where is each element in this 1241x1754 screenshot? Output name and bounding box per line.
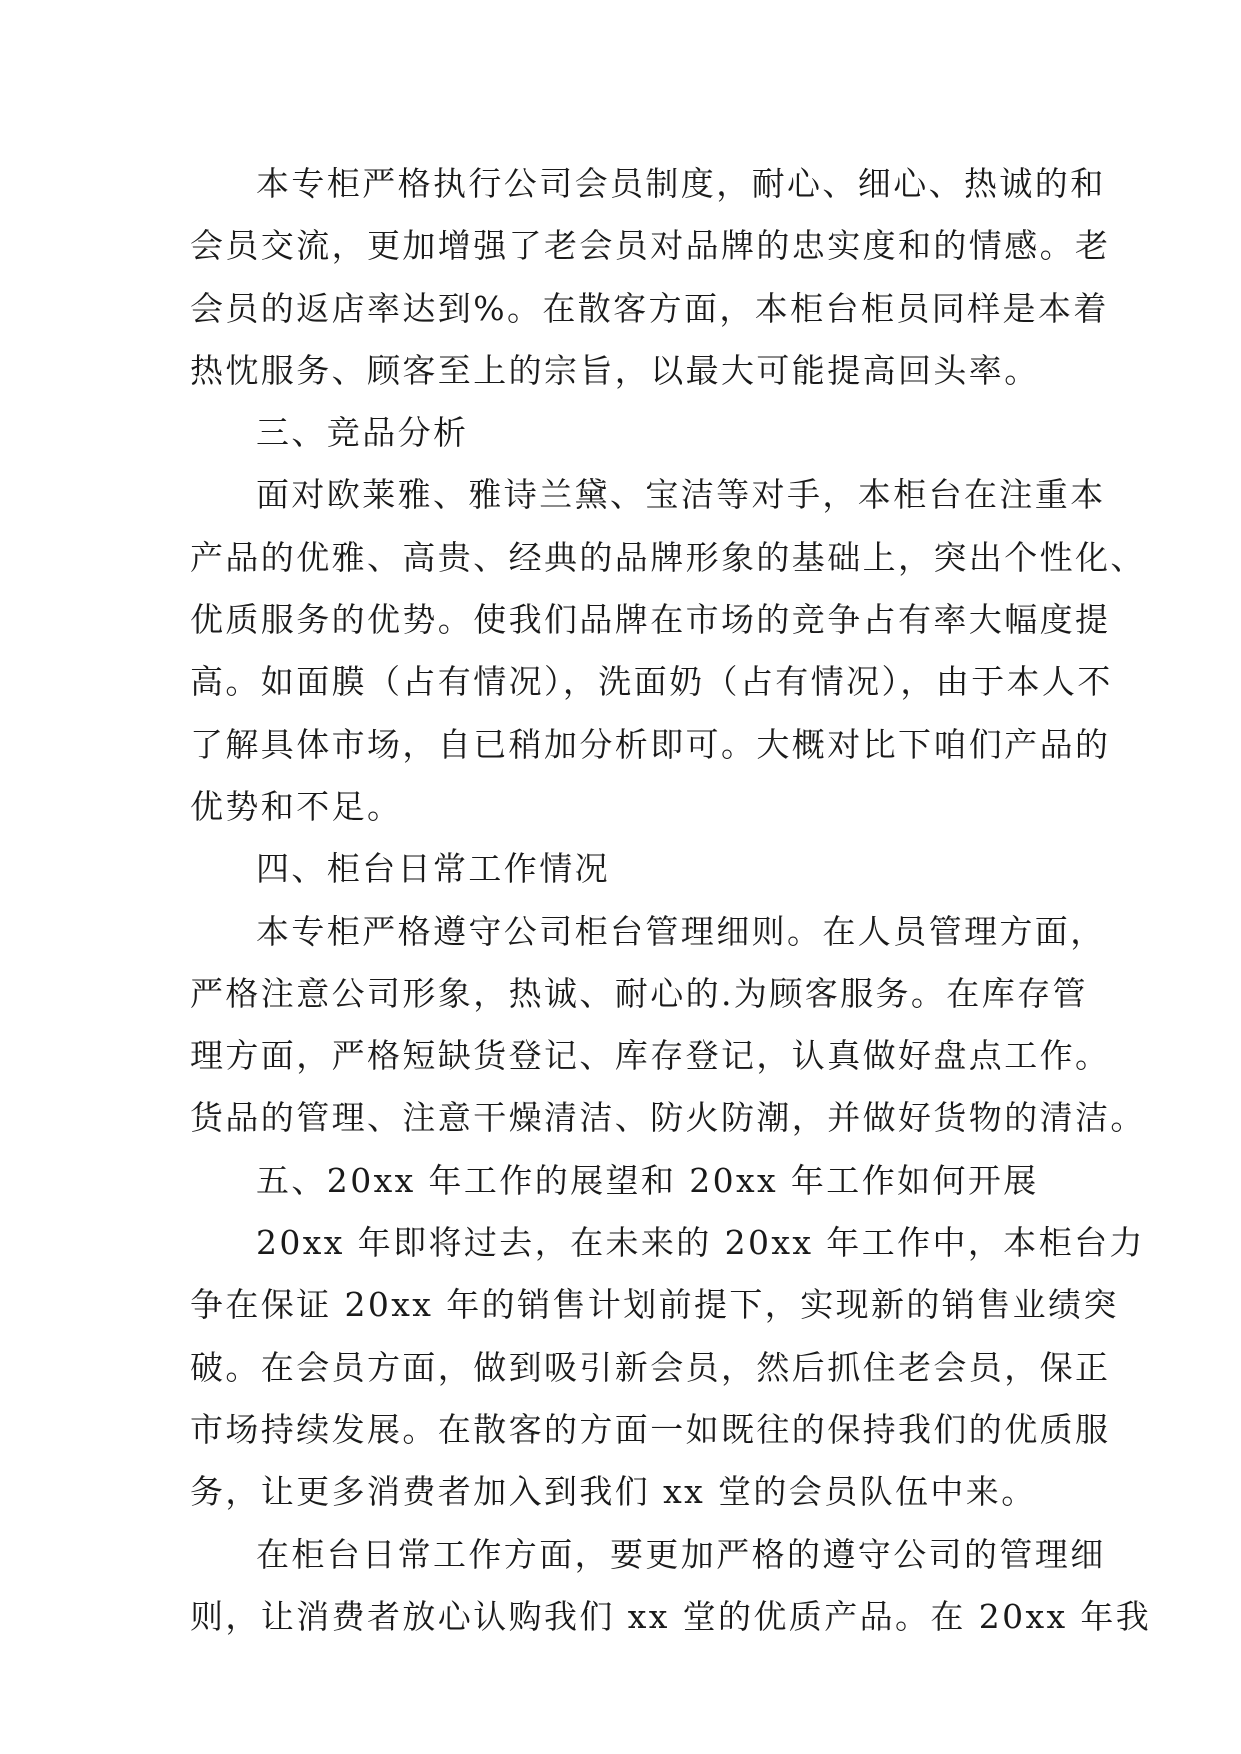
paragraph-line: 市场持续发展。在散客的方面一如既往的保持我们的优质服 <box>190 1409 1111 1449</box>
document-body <box>190 153 1152 1648</box>
paragraph-line: 本专柜严格遵守公司柜台管理细则。在人员管理方面， <box>256 911 1106 951</box>
paragraph-line: 争在保证 20xx 年的销售计划前提下，实现新的销售业绩突 <box>190 1285 1119 1325</box>
paragraph-line: 产品的优雅、高贵、经典的品牌形象的基础上，突出个性化、 <box>190 537 1146 577</box>
paragraph-line: 则，让消费者放心认购我们 xx 堂的优质产品。在 20xx 年我 <box>190 1596 1152 1636</box>
paragraph-line: 破。在会员方面，做到吸引新会员，然后抓住老会员，保正 <box>190 1347 1111 1387</box>
section-heading: 五、20xx 年工作的展望和 20xx 年工作如何开展 <box>256 1160 1039 1200</box>
paragraph-line: 20xx 年即将过去，在未来的 20xx 年工作中，本柜台力 <box>256 1223 1145 1263</box>
paragraph-line: 务，让更多消费者加入到我们 xx 堂的会员队伍中来。 <box>190 1472 1037 1512</box>
section-heading: 三、竞品分析 <box>256 413 469 453</box>
paragraph-line: 了解具体市场，自已稍加分析即可。大概对比下咱们产品的 <box>190 724 1111 764</box>
paragraph-line: 会员的返店率达到%。在散客方面，本柜台柜员同样是本着 <box>190 288 1109 328</box>
paragraph-line: 面对欧莱雅、雅诗兰黛、宝洁等对手，本柜台在注重本 <box>256 475 1106 515</box>
paragraph-line: 理方面，严格短缺货登记、库存登记，认真做好盘点工作。 <box>190 1036 1111 1076</box>
paragraph-line: 会员交流，更加增强了老会员对品牌的忠实度和的情感。老 <box>190 226 1111 266</box>
paragraph-line: 在柜台日常工作方面，要更加严格的遵守公司的管理细 <box>256 1534 1106 1574</box>
paragraph-line: 优势和不足。 <box>190 786 403 826</box>
paragraph-line: 本专柜严格执行公司会员制度，耐心、细心、热诚的和 <box>256 164 1106 203</box>
section-heading: 四、柜台日常工作情况 <box>256 849 610 889</box>
paragraph-line: 优质服务的优势。使我们品牌在市场的竞争占有率大幅度提 <box>190 600 1111 640</box>
paragraph-line: 高。如面膜（占有情况），洗面奶（占有情况），由于本人不 <box>190 662 1113 702</box>
paragraph-line: 严格注意公司形象，热诚、耐心的.为顾客服务。在库存管 <box>190 973 1088 1013</box>
paragraph-line: 热忱服务、顾客至上的宗旨，以最大可能提高回头率。 <box>190 350 1040 390</box>
paragraph-line: 货品的管理、注意干燥清洁、防火防潮，并做好货物的清洁。 <box>190 1098 1146 1138</box>
